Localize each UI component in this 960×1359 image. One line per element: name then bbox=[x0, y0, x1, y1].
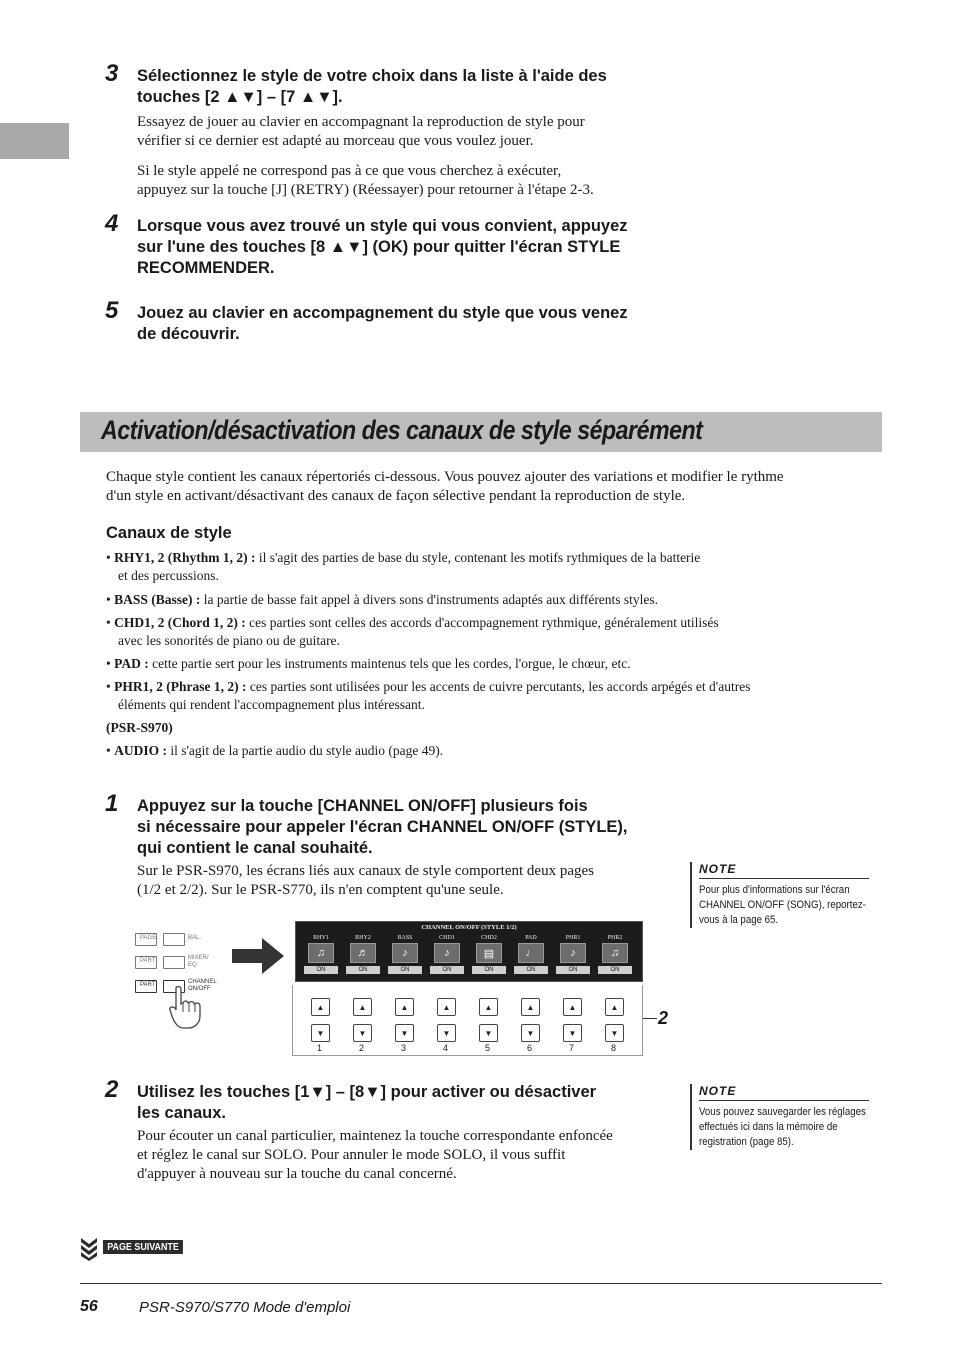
channel-chd2: CHD2 ▤ ON bbox=[470, 935, 508, 979]
model-label: (PSR-S970) bbox=[106, 720, 173, 735]
callout-line bbox=[643, 1018, 657, 1019]
note-2-label: NOTE bbox=[699, 1084, 869, 1101]
step-4-number: 4 bbox=[105, 210, 119, 237]
step-1-number: 1 bbox=[105, 790, 119, 817]
step-1-paragraph: Sur le PSR-S970, les écrans liés aux canaux de style comportent deux pages (1/2 et 2/2). Sur le PSR-S770, ils n'en comptent qu'une seule. bbox=[137, 863, 594, 898]
key-2-up: ▲ bbox=[353, 998, 372, 1016]
bullet-phr: • PHR1, 2 (Phrase 1, 2) : ces parties sont utilisées pour les accents de cuivre percutants, les accords arpégés et d'autres éléments qui rendent l'accompagnement plus intéressant. bbox=[106, 679, 751, 712]
panel-page-label: PAGE bbox=[140, 935, 157, 941]
channel-pad: PAD ♩ ON bbox=[512, 935, 550, 979]
panel-bal-button bbox=[163, 933, 185, 946]
step-3-number: 3 bbox=[105, 60, 119, 87]
key-5-up: ▲ bbox=[479, 998, 498, 1016]
key-1-up: ▲ bbox=[311, 998, 330, 1016]
key-number-2: 2 bbox=[358, 1043, 364, 1053]
note-1-label: NOTE bbox=[699, 862, 869, 879]
step-3-title: Sélectionnez le style de votre choix dans la liste à l'aide des touches [2 ▲▼] – [7 ▲▼]. bbox=[137, 67, 607, 106]
bullet-rhy: • RHY1, 2 (Rhythm 1, 2) : il s'agit des parties de base du style, contenant les motifs rythmiques de la batterie et des percussions. bbox=[106, 550, 701, 583]
key-3-down: ▼ bbox=[395, 1024, 414, 1042]
panel-mixer-label: MIXER/ EQ bbox=[188, 955, 209, 968]
subheading-canaux: Canaux de style bbox=[106, 524, 232, 542]
key-number-7: 7 bbox=[568, 1043, 574, 1053]
key-8-down: ▼ bbox=[605, 1024, 624, 1042]
pressing-hand-icon bbox=[168, 986, 214, 1030]
side-tab-marker bbox=[0, 123, 69, 159]
note-1-text: Pour plus d'informations sur l'écran CHANNEL ON/OFF (SONG), reportez- vous à la page 65. bbox=[699, 884, 866, 926]
panel-part-label-2: PART bbox=[140, 982, 156, 988]
channel-onoff-screen bbox=[295, 921, 643, 982]
callout-2: 2 bbox=[658, 1008, 669, 1028]
bass-guitar-icon: ♪ bbox=[392, 943, 418, 963]
bullet-chd: • CHD1, 2 (Chord 1, 2) : ces parties sont celles des accords d'accompagnement rythmique, généralement utilisés avec les sonorités de piano ou de guitare. bbox=[106, 615, 719, 648]
next-page-chevrons-icon bbox=[80, 1237, 98, 1261]
step-3-paragraph-2: Si le style appelé ne correspond pas à ce que vous cherchez à exécuter, appuyez sur la touche [J] (RETRY) (Réessayer) pour retourner à l'étape 2-3. bbox=[137, 163, 594, 198]
key-6-down: ▼ bbox=[521, 1024, 540, 1042]
step-2-number: 2 bbox=[105, 1076, 119, 1103]
section-title: Activation/désactivation des canaux de style séparément bbox=[101, 415, 703, 445]
next-page-badge: PAGE SUIVANTE bbox=[103, 1240, 183, 1254]
key-8-up: ▲ bbox=[605, 998, 624, 1016]
panel-mixer-button bbox=[163, 956, 185, 969]
arrow-right-icon bbox=[232, 938, 284, 974]
drum-icon: ♫ bbox=[308, 943, 334, 963]
step-3-paragraph-1: Essayez de jouer au clavier en accompagnant la reproduction de style pour vérifier si ce dernier est adapté au morceau que vous voulez jouer. bbox=[137, 114, 585, 149]
piano-icon: ▤ bbox=[476, 943, 502, 963]
key-3-up: ▲ bbox=[395, 998, 414, 1016]
bullet-bass: • BASS (Basse) : la partie de basse fait appel à divers sons d'instruments adaptés aux différents styles. bbox=[106, 592, 659, 607]
bullet-pad: • PAD : cette partie sert pour les instruments maintenus tels que les cordes, l'orgue, le chœur, etc. bbox=[106, 656, 631, 671]
key-number-5: 5 bbox=[484, 1043, 490, 1053]
manual-title: PSR-S970/S770 Mode d'emploi bbox=[139, 1299, 351, 1316]
panel-channel-onoff-label: CHANNEL ON/OFF bbox=[188, 979, 217, 992]
key-7-down: ▼ bbox=[563, 1024, 582, 1042]
note-2-text: Vous pouvez sauvegarder les réglages effectués ici dans la mémoire de registration (page 85). bbox=[699, 1106, 866, 1148]
step-4-title: Lorsque vous avez trouvé un style qui vous convient, appuyez sur l'une des touches [8 ▲▼] (OK) pour quitter l'écran STYLE RECOMMENDER. bbox=[137, 217, 628, 277]
key-number-6: 6 bbox=[526, 1043, 532, 1053]
key-number-1: 1 bbox=[316, 1043, 322, 1053]
screen-title: CHANNEL ON/OFF (STYLE 1/2) bbox=[421, 924, 517, 931]
bullet-audio: • AUDIO : il s'agit de la partie audio du style audio (page 49). bbox=[106, 743, 444, 758]
key-2-down: ▼ bbox=[353, 1024, 372, 1042]
key-4-up: ▲ bbox=[437, 998, 456, 1016]
panel-part-label-1: PART bbox=[140, 958, 156, 964]
key-number-8: 8 bbox=[610, 1043, 616, 1053]
strings-icon: ♩ bbox=[518, 943, 544, 963]
key-6-up: ▲ bbox=[521, 998, 540, 1016]
step-5-number: 5 bbox=[105, 297, 119, 324]
footer-divider bbox=[80, 1283, 882, 1284]
panel-bal-label: BAL. bbox=[188, 935, 202, 941]
channel-phr2: PHR2 ♫ ON bbox=[596, 935, 634, 979]
key-number-4: 4 bbox=[442, 1043, 448, 1053]
drum-kit-icon: ♬ bbox=[350, 943, 376, 963]
note-2 bbox=[690, 1084, 899, 1150]
channel-phr1: PHR1 ♪ ON bbox=[554, 935, 592, 979]
step-5-title: Jouez au clavier en accompagnement du style que vous venez de découvrir. bbox=[137, 304, 628, 343]
key-7-up: ▲ bbox=[563, 998, 582, 1016]
note-1 bbox=[690, 862, 899, 928]
channel-rhy2: RHY2 ♬ ON bbox=[344, 935, 382, 979]
step-2-title: Utilisez les touches [1▼] – [8▼] pour activer ou désactiver les canaux. bbox=[137, 1083, 597, 1122]
channel-chd1: CHD1 ♪ ON bbox=[428, 935, 466, 979]
key-panel-frame bbox=[292, 985, 643, 1056]
step-1-title: Appuyez sur la touche [CHANNEL ON/OFF] plusieurs fois si nécessaire pour appeler l'écran CHANNEL ON/OFF (STYLE), qui contient le canal souhaité. bbox=[137, 797, 628, 857]
trumpet-icon: ♪ bbox=[560, 943, 586, 963]
key-5-down: ▼ bbox=[479, 1024, 498, 1042]
step-2-paragraph: Pour écouter un canal particulier, maintenez la touche correspondante enfoncée et réglez le canal sur SOLO. Pour annuler le mode SOLO, il vous suffit d'appuyer à nouveau sur la touche du canal concerné. bbox=[137, 1128, 613, 1182]
channel-bass: BASS ♪ ON bbox=[386, 935, 424, 979]
section-intro: Chaque style contient les canaux répertoriés ci-dessous. Vous pouvez ajouter des variations et modifier le rythme d'un style en activant/désactivant des canaux de façon sélective pendant la reproduction de style. bbox=[106, 469, 784, 504]
page-number: 56 bbox=[80, 1298, 98, 1315]
key-number-3: 3 bbox=[400, 1043, 406, 1053]
harp-icon: ♫ bbox=[602, 943, 628, 963]
key-1-down: ▼ bbox=[311, 1024, 330, 1042]
guitar-icon: ♪ bbox=[434, 943, 460, 963]
channel-rhy1: RHY1 ♫ ON bbox=[302, 935, 340, 979]
key-4-down: ▼ bbox=[437, 1024, 456, 1042]
